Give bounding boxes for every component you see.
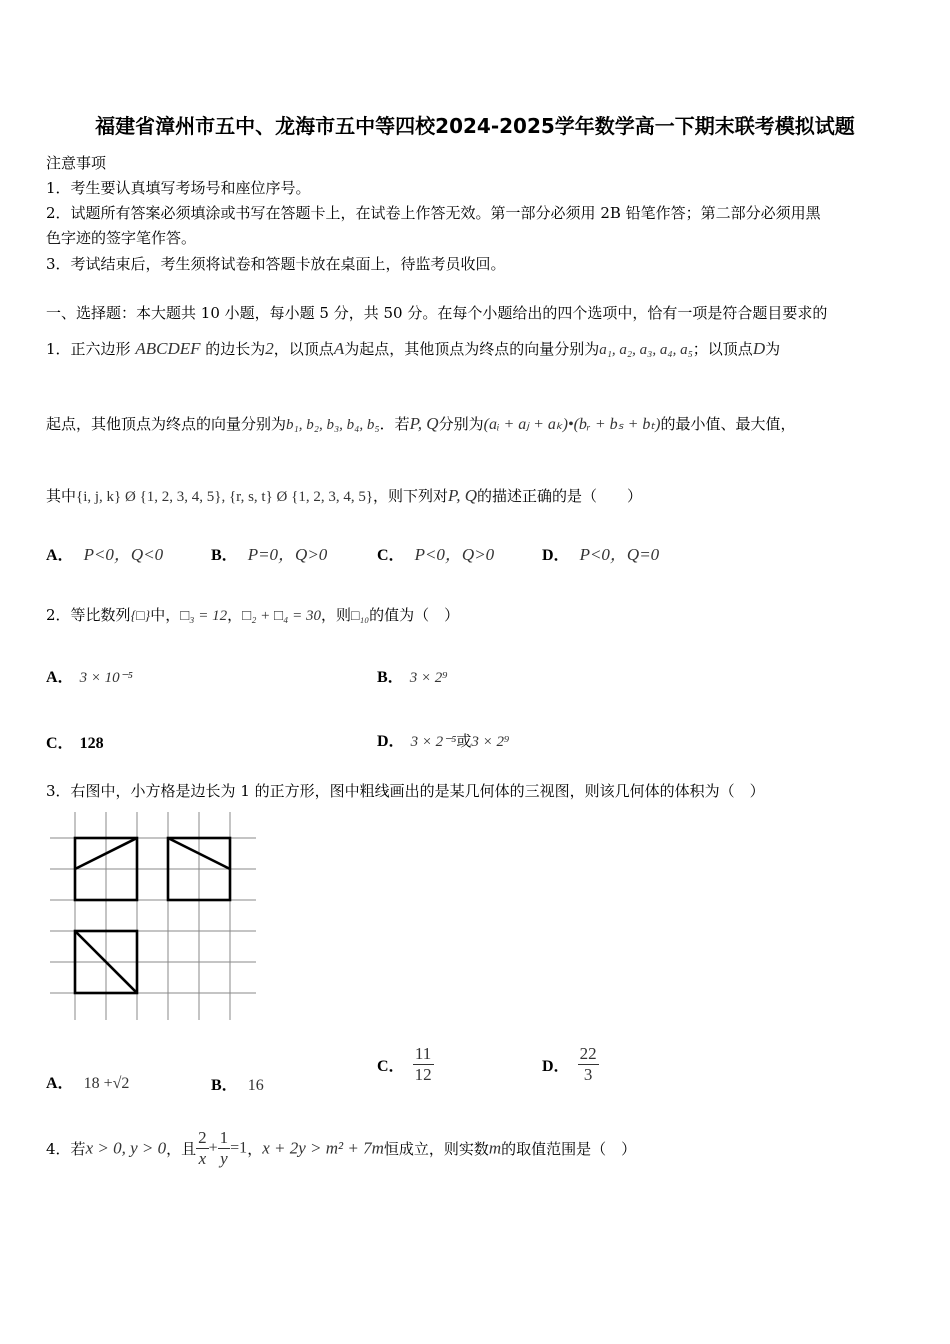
q4-math: m xyxy=(488,1138,502,1158)
q3-option-d xyxy=(542,1044,599,1085)
fraction-numerator: 22 xyxy=(579,1044,597,1063)
q2-option-c xyxy=(46,730,104,753)
option-fraction xyxy=(578,1044,599,1085)
q2-text: 中， xyxy=(150,606,181,624)
notice-item-2-line-2: 色字迹的签字笔作答。 xyxy=(46,229,197,247)
q4-text: 若 xyxy=(70,1140,86,1158)
option-value: 16 xyxy=(247,1077,264,1094)
option-label: A． xyxy=(46,547,74,564)
question-number: 1． xyxy=(46,340,71,358)
question-1-line-1 xyxy=(46,338,780,359)
option-label: B． xyxy=(211,1077,238,1094)
option-label: C． xyxy=(377,547,405,564)
q1-math: b₁, b₂, b₃, b₄, b₅ xyxy=(286,417,380,433)
q2-option-b xyxy=(377,664,448,687)
grid-lines xyxy=(50,812,256,1020)
q1-text: 为 xyxy=(765,340,781,358)
fraction-denominator: y xyxy=(220,1149,228,1168)
q4-text: ， xyxy=(247,1140,263,1158)
three-view-diagram xyxy=(44,810,259,1022)
option-label: D． xyxy=(542,1058,570,1075)
q1-math: 2 xyxy=(265,339,274,358)
q1-text: 正六边形 xyxy=(70,340,131,358)
fraction-denominator: 3 xyxy=(583,1065,593,1084)
q2-text: 等比数列 xyxy=(70,606,131,624)
question-4 xyxy=(46,1128,636,1169)
q1-option-b xyxy=(211,540,327,565)
q4-text: ，且 xyxy=(166,1140,197,1158)
q1-text: 起点，其他顶点为终点的向量分别为 xyxy=(46,415,287,433)
q2-math: □₁₀ xyxy=(350,609,370,624)
q4-text: 的取值范围是（ ） xyxy=(501,1140,637,1158)
q1-text: ；以顶点 xyxy=(692,340,753,358)
q2-text: ，则 xyxy=(320,606,351,624)
page-title: 福建省漳州市五中、龙海市五中等四校2024-2025学年数学高一下期末联考模拟试题 xyxy=(95,114,855,138)
q3-option-a xyxy=(46,1070,129,1093)
q1-math: A xyxy=(333,339,345,358)
q2-text: ， xyxy=(227,606,243,624)
option-value: 128 xyxy=(79,735,104,752)
q1-math: {i, j, k} Ø {1, 2, 3, 4, 5}, {r, s, t} Ø {1, 2, 3, 4, 5} xyxy=(76,489,374,505)
q1-math: (aᵢ + aⱼ + aₖ)•(bᵣ + bₛ + bₜ) xyxy=(483,416,661,433)
q2-option-d xyxy=(377,728,509,751)
q4-fraction xyxy=(218,1128,231,1169)
question-1-line-3 xyxy=(46,485,642,506)
q4-math: + xyxy=(208,1139,218,1157)
option-value: P=0，Q>0 xyxy=(247,545,328,564)
option-label: D． xyxy=(377,733,405,750)
q1-text: ，以顶点 xyxy=(273,340,334,358)
q1-math: D xyxy=(752,339,766,358)
q1-option-c xyxy=(377,540,494,565)
fraction-denominator: 12 xyxy=(414,1065,432,1084)
fraction-denominator: x xyxy=(198,1149,207,1168)
fraction-numerator: 11 xyxy=(413,1044,434,1065)
notice-item-1: 1．考生要认真填写考场号和座位序号。 xyxy=(46,179,311,197)
option-value: P<0，Q<0 xyxy=(83,545,164,564)
option-label: B． xyxy=(377,669,404,686)
q1-text: 的描述正确的是（ ） xyxy=(477,487,643,505)
fraction-numerator: 2 xyxy=(198,1128,207,1147)
option-label: A． xyxy=(46,669,74,686)
option-value: 18 +√2 xyxy=(83,1075,130,1092)
fraction-numerator: 1 xyxy=(219,1128,229,1147)
option-label: D． xyxy=(542,547,570,564)
q1-option-a xyxy=(46,540,163,565)
q2-math: □₂ + □₄ = 30 xyxy=(242,608,321,624)
option-value: P<0，Q=0 xyxy=(579,545,660,564)
option-label: A． xyxy=(46,1075,74,1092)
q1-text: 其中 xyxy=(46,487,77,505)
notice-heading: 注意事项 xyxy=(46,154,107,172)
q1-text: 分别为 xyxy=(438,415,484,433)
question-number: 2． xyxy=(46,606,71,624)
q2-text: 的值为（ ） xyxy=(369,606,460,624)
q4-math: x + 2y > m² + 7m xyxy=(262,1138,384,1158)
q1-text: 的最小值、最大值， xyxy=(660,415,796,433)
q3-option-b xyxy=(211,1072,264,1095)
option-label: C． xyxy=(46,735,74,752)
question-3 xyxy=(46,780,765,801)
question-number: 3． xyxy=(46,782,71,800)
question-number: 4． xyxy=(46,1140,71,1158)
q1-math: P, Q xyxy=(409,414,439,433)
q1-math: ABCDEF xyxy=(135,339,201,358)
q1-text: ．若 xyxy=(379,415,410,433)
q4-fraction xyxy=(196,1128,209,1169)
option-value: P<0，Q>0 xyxy=(414,545,495,564)
notice-item-2-line-1: 2．试题所有答案必须填涂或书写在答题卡上，在试卷上作答无效。第一部分必须用 2B 铅笔作答；第二部分必须用黑 xyxy=(46,204,821,222)
q4-text: 恒成立，则实数 xyxy=(383,1140,489,1158)
q1-text: 的边长为 xyxy=(205,340,266,358)
option-value: 3 × 10⁻⁵ xyxy=(79,670,133,686)
option-value: 3 × 2⁹ xyxy=(471,734,510,750)
q4-math: x > 0, y > 0 xyxy=(85,1138,167,1158)
option-label: B． xyxy=(211,547,238,564)
question-2 xyxy=(46,604,459,625)
q1-math: a₁, a₂, a₃, a₄, a₅ xyxy=(599,342,693,358)
q1-option-d xyxy=(542,540,659,565)
question-1-line-2 xyxy=(46,413,796,434)
option-value: 3 × 2⁹ xyxy=(409,670,448,686)
q1-math: P, Q xyxy=(448,486,478,505)
q2-math: □₃ = 12 xyxy=(180,608,228,624)
q4-math: =1 xyxy=(230,1139,248,1157)
option-connector: 或 xyxy=(456,732,472,750)
q1-text: 为起点，其他顶点为终点的向量分别为 xyxy=(344,340,600,358)
q2-math: {□} xyxy=(130,609,151,624)
q3-option-c xyxy=(377,1044,434,1085)
q3-text: 右图中，小方格是边长为 1 的正方形，图中粗线画出的是某几何体的三视图，则该几何体的体积为（ ） xyxy=(70,782,765,800)
option-fraction xyxy=(413,1044,434,1085)
section-heading: 一、选择题：本大题共 10 小题，每小题 5 分，共 50 分。在每个小题给出的四个选项中，恰有一项是符合题目要求的 xyxy=(46,304,828,322)
notice-item-3: 3．考试结束后，考生须将试卷和答题卡放在桌面上，待监考员收回。 xyxy=(46,255,506,273)
q2-option-a xyxy=(46,664,133,687)
option-value: 3 × 2⁻⁵ xyxy=(410,734,457,750)
option-label: C． xyxy=(377,1058,405,1075)
q1-text: ，则下列对 xyxy=(373,487,449,505)
